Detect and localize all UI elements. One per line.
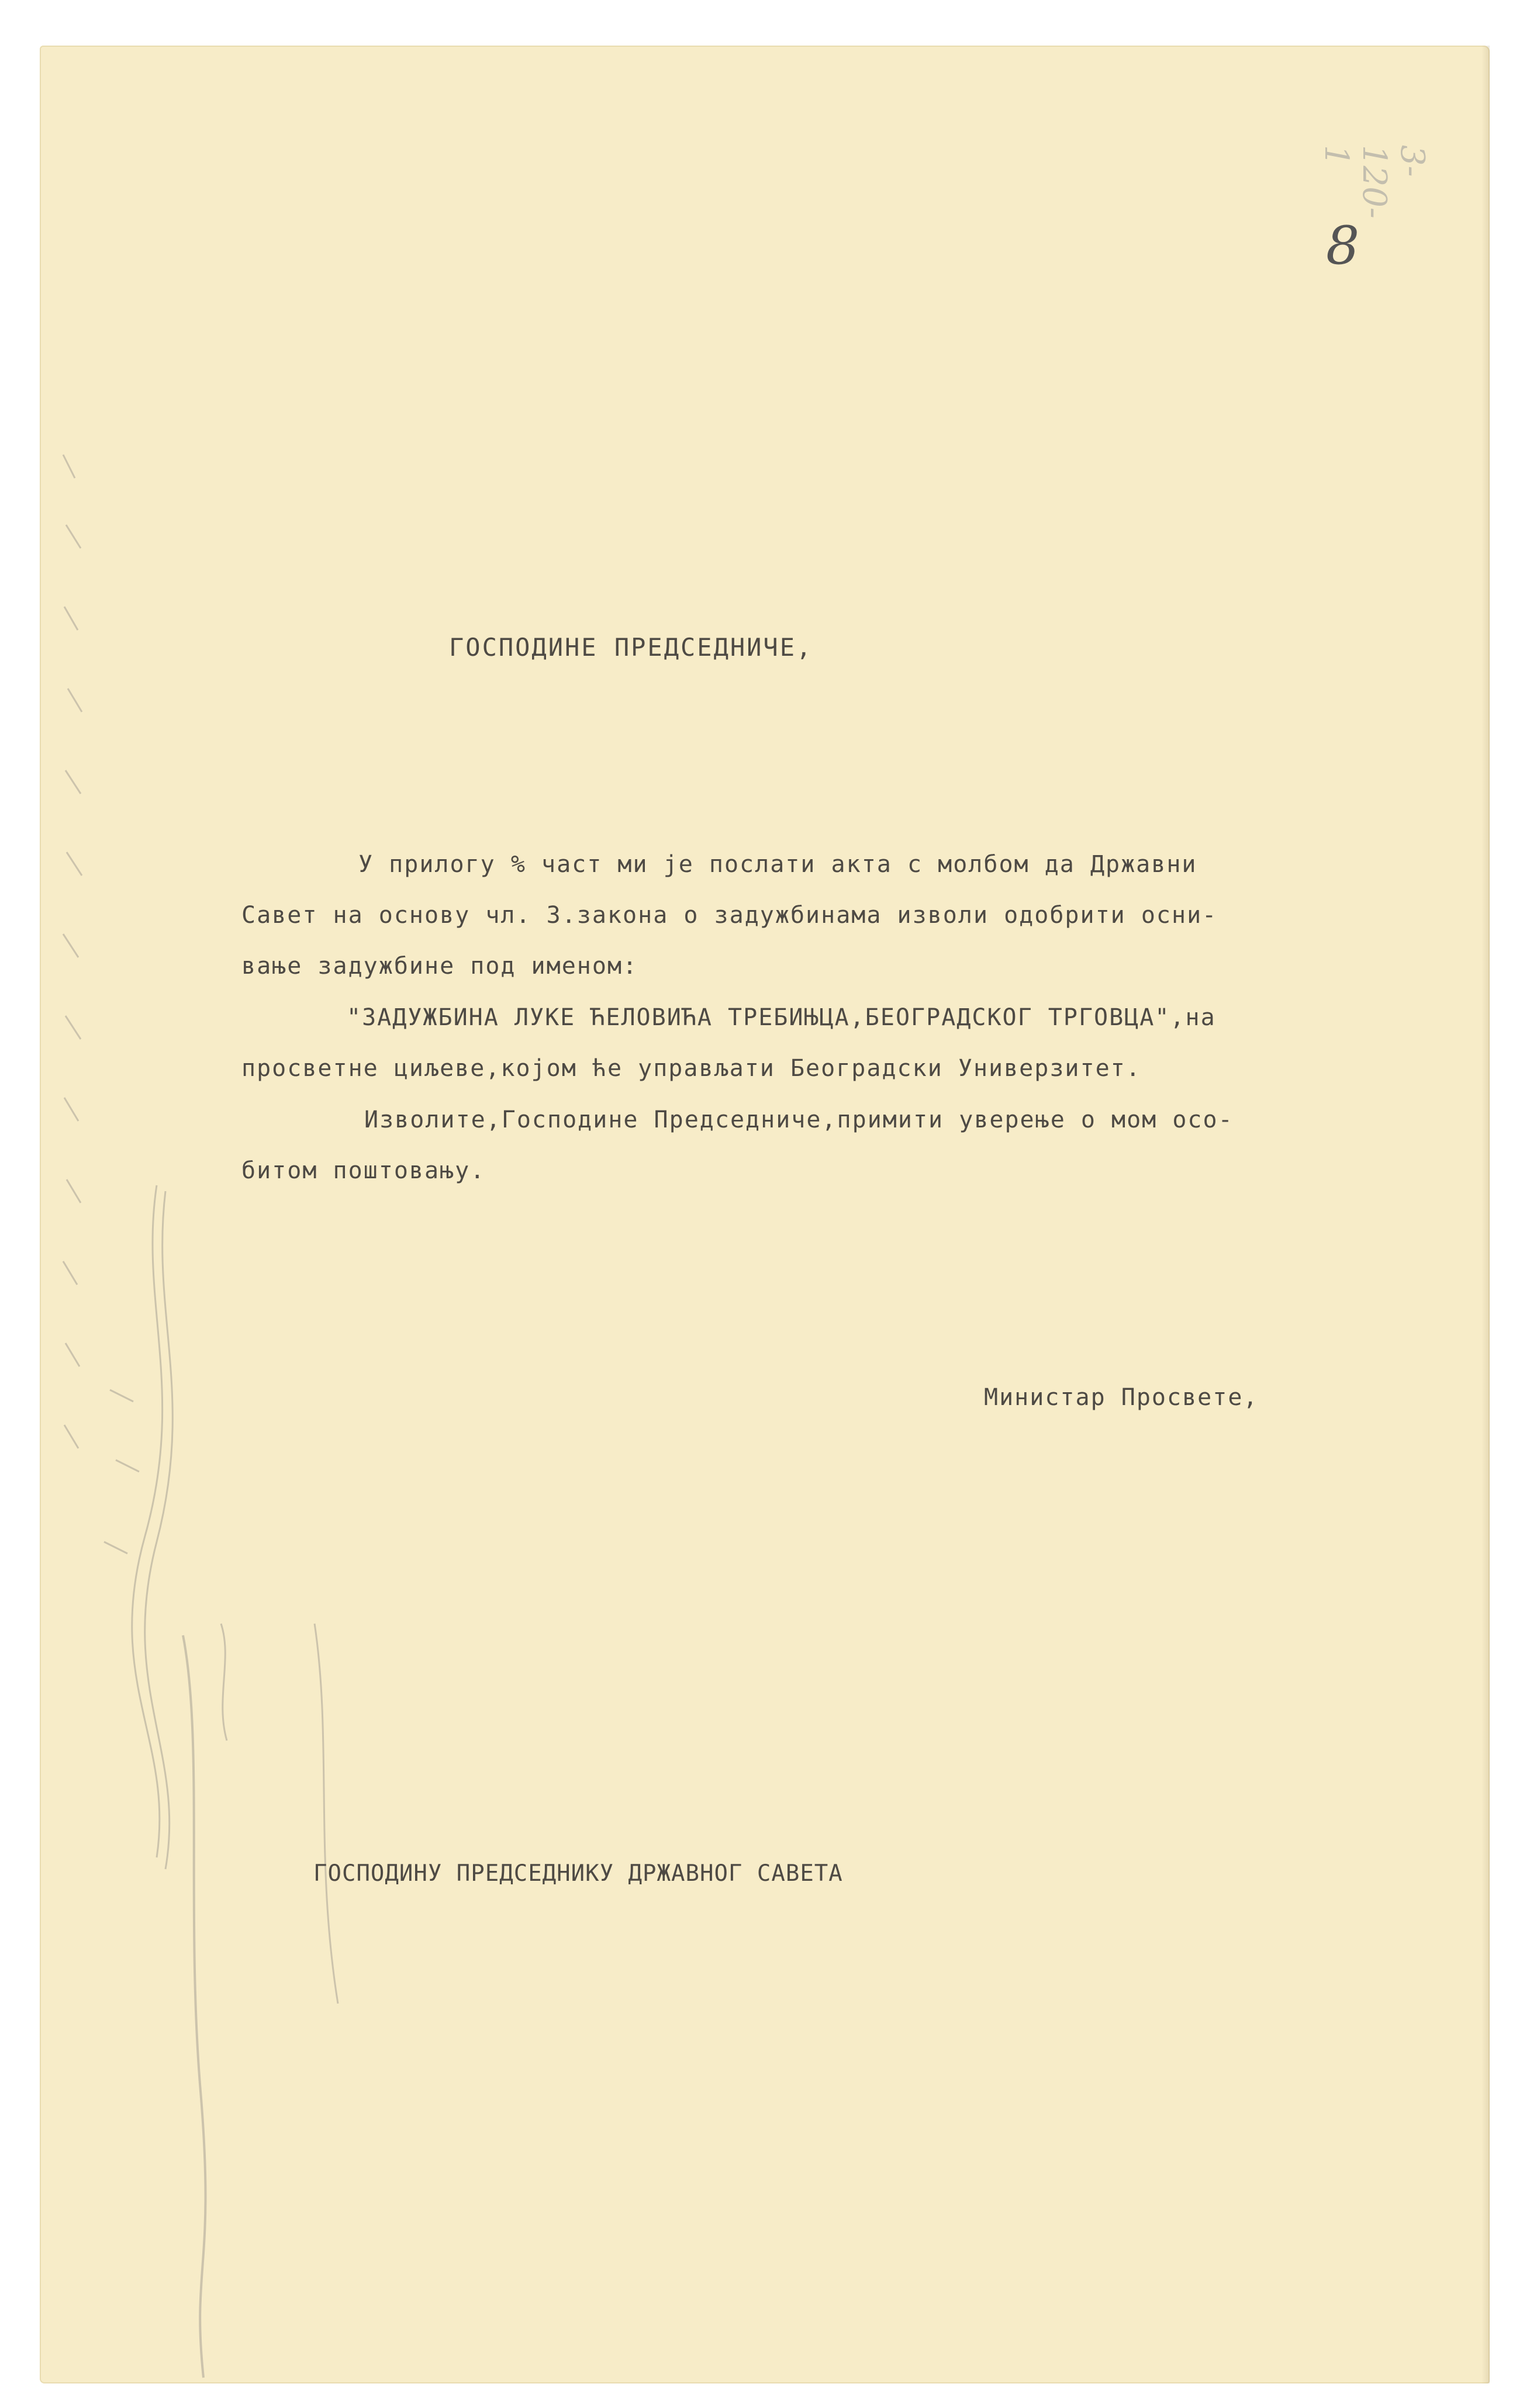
body-line: Савет на основу чл. 3.закона о задужбинама изволи одобрити осни- — [241, 902, 1218, 929]
body-line: просветне циљеве,којом ће управљати Београдски Универзитет. — [241, 1055, 1141, 1082]
page-number: 8 — [1326, 215, 1360, 276]
body-line: вање задужбине под именом: — [241, 953, 638, 980]
paper-sheet — [40, 46, 1490, 2383]
archive-reference-mark: 3-120-1 — [1317, 145, 1431, 219]
body-line: "ЗАДУЖБИНА ЛУКЕ ЋЕЛОВИЋА ТРЕБИЊЦА,БЕОГРАДСКОГ ТРГОВЦА",на — [347, 1004, 1216, 1031]
pencil-margin-marks — [40, 46, 1490, 2383]
signature-title: Министар Просвете, — [984, 1384, 1259, 1411]
salutation: ГОСПОДИНЕ ПРЕДСЕДНИЧЕ, — [449, 633, 813, 662]
addressee: ГОСПОДИНУ ПРЕДСЕДНИКУ ДРЖАВНОГ САВЕТА — [313, 1860, 843, 1887]
body-line: Изволите,Господине Председниче,примити уверење о мом осо- — [364, 1106, 1234, 1133]
body-line: битом поштовању. — [241, 1157, 486, 1184]
body-line: У прилогу % част ми је послати акта с молбом да Државни — [358, 851, 1197, 878]
